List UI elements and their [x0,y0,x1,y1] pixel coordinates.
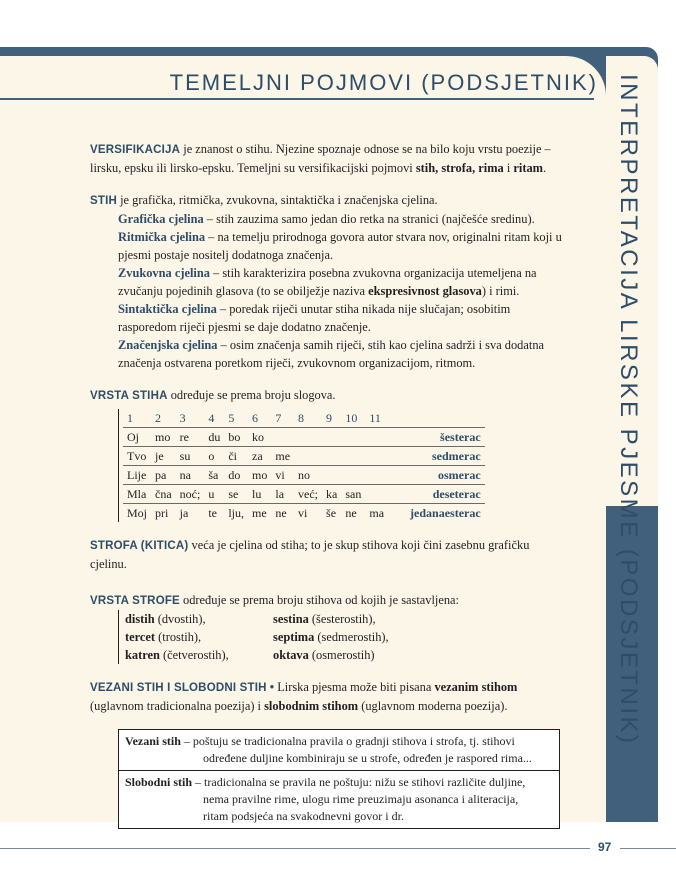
syllable: o [204,447,224,466]
page-title: TEMELJNI POJMOVI (PODSJETNIK) [169,70,598,95]
vezani-paragraph: VEZANI STIH I SLOBODNI STIH • Lirska pjesma može biti pisana vezanim stihom (uglavnom tradicionalna poezija) i slobodnim stihom (uglavnom moderna poezija). [90,680,518,713]
syllable [341,428,365,447]
syllable: vi [271,466,294,485]
stih-item: Sintaktička cjelina – poredak riječi unutar stiha nikada nije slučajan; osobitim rasporedom riječi pjesmi se daje dodatno značenje. [118,302,511,334]
stih-item: Grafička cjelina – stih zauzima samo jedan dio retka na stranici (najčešće sredinu). [118,212,535,226]
syllable: Oj [123,428,151,447]
slobodni-cell: Slobodni stih – tradicionalna se pravila ne poštuju: nižu se stihovi različite duljine, nema pravilne rime, ulogu rime preuzimaju asonanca i aliteracija, ritam podsjeća na svakodnevni govor i dr. [119,770,559,828]
syllable [294,447,322,466]
verse-type-name: jedanaesterac [396,504,485,523]
syllable: še [322,504,341,523]
syllable-table [118,409,565,522]
syllable: pa [151,466,176,485]
stih-term: STIH [90,195,117,207]
syllable: ne [271,504,294,523]
syllable: se [224,485,248,504]
syllable [388,428,396,447]
strofa-types-list [118,610,565,664]
versifikacija-term: VERSIFIKACIJA [90,144,181,156]
page-number: 97 [598,840,612,854]
strofa-term: STROFA (KITICA) [90,540,189,552]
syllable: su [176,447,205,466]
syllable: lju, [224,504,248,523]
vrsta-stiha-intro: VRSTA STIHA određuje se prema broju slogova. [90,388,336,402]
comparison-box [118,729,560,829]
syllable: san [341,485,365,504]
syllable: Tvo [123,447,151,466]
strofa-paragraph: STROFA (KITICA) veća je cjelina od stiha; to je skup stihova koji čini zasebnu grafičku cjelinu. [90,538,530,571]
syllable [388,466,396,485]
stih-item: Zvukovna cjelina – stih karakterizira posebna zvukovna organizacija utemeljena na zvučanju pojedinih glasova (to se obilježje naziva ekspresivnost glasova) i rimi. [118,266,537,298]
stih-item: Ritmička cjelina – na temelju prirodnoga govora autor stvara nov, originalni ritam koji u pjesmi postaje nositelj dodatnoga značenja. [118,230,562,262]
syllable: vi [294,504,322,523]
syllable [341,447,365,466]
vrsta-strofe-intro: VRSTA STROFE određuje se prema broju stihova od kojih je sastavljena: [90,593,459,607]
syllable: ko [248,428,271,447]
verse-row [123,504,485,523]
vrsta-strofe-section [90,591,565,664]
syllable-number: 5 [228,411,235,425]
syllable-number: 10 [345,411,358,425]
syllable: pri [151,504,176,523]
syllable-number: 6 [252,411,259,425]
syllable: Mla [123,485,151,504]
syllable-number: 4 [208,411,215,425]
syllable: bo [224,428,248,447]
syllable-number: 3 [179,411,186,425]
syllable: ka [322,485,341,504]
syllable: za [248,447,271,466]
syllable [365,485,388,504]
strofa-type: katren (četverostih), [125,648,229,662]
syllable: mo [151,428,176,447]
verse-row [123,447,485,466]
syllable [322,466,341,485]
stih-item: Značenjska cjelina – osim značenja samih riječi, stih kao cjelina sadrži i sva dodatna značenja ostvarena poretkom riječi, zvukovnom organizacijom, ritmom. [118,338,545,370]
syllable: Moj [123,504,151,523]
verse-type-name: deseterac [396,485,485,504]
syllable-number: 11 [369,411,381,425]
vrsta-stiha-term: VRSTA STIHA [90,390,168,402]
syllable [294,428,322,447]
syllable [365,447,388,466]
syllable: u [204,485,224,504]
verse-row [123,466,485,485]
syllable: ja [176,504,205,523]
vrsta-strofe-term: VRSTA STROFE [90,595,180,607]
syllable: me [248,504,271,523]
bullet-icon: • [266,680,278,694]
syllable: Lije [123,466,151,485]
syllable-number: 1 [127,411,133,425]
syllable: no [294,466,322,485]
syllable [388,485,396,504]
syllable [271,428,294,447]
main-content [90,140,565,829]
syllable: či [224,447,248,466]
syllable: re [176,428,205,447]
syllable: la [271,485,294,504]
verse-type-name: osmerac [396,466,485,485]
syllable: du [204,428,224,447]
syllable: me [271,447,294,466]
syllable [322,428,341,447]
stih-section [90,191,565,372]
syllable: te [204,504,224,523]
syllable: čna [151,485,176,504]
syllable [365,466,388,485]
side-title: INTERPRETACIJA LIRSKE PJESME (PODSJETNIK) [615,74,642,746]
syllable [341,466,365,485]
syllable [365,428,388,447]
vezani-cell: Vezani stih – poštuju se tradicionalna pravila o gradnji stihova i strofa, tj. stihovi određene duljine kombiniraju se u strofe, određen je raspored rima... [125,734,532,765]
syllable: lu [248,485,271,504]
syllable-number: 2 [155,411,162,425]
syllable: ma [365,504,388,523]
verse-type-name: sedmerac [396,447,485,466]
syllable: već; [294,485,322,504]
syllable-number-row [123,409,485,428]
verse-type-name: šesterac [396,428,485,447]
vezani-term: VEZANI STIH I SLOBODNI STIH [90,682,267,694]
syllable: noć; [176,485,205,504]
strofa-type: tercet (trostih), [125,630,202,644]
syllable-number: 7 [275,411,282,425]
syllable: ne [341,504,365,523]
syllable: do [224,466,248,485]
vrsta-stiha-section [90,386,565,522]
verse-row [123,428,485,447]
title-divider [0,98,594,100]
syllable: ša [204,466,224,485]
strofa-type: distih (dvostih), [125,612,206,626]
syllable-number: 9 [326,411,333,425]
strofa-type: sestina (šesterostih), [273,612,376,626]
syllable-number: 8 [298,411,305,425]
stih-intro: STIH je grafička, ritmička, zvukovna, sintaktička i značenjska cjelina. [90,193,438,207]
verse-row [123,485,485,504]
syllable: na [176,466,205,485]
syllable: je [151,447,176,466]
syllable: mo [248,466,271,485]
syllable [388,447,396,466]
syllable [322,447,341,466]
footer-rule [620,848,676,849]
strofa-type: oktava (osmerostih) [273,648,375,662]
syllable-number [388,409,396,428]
footer-rule [0,848,590,849]
syllable [388,504,396,523]
strofa-type: septima (sedmerostih), [273,630,389,644]
versifikacija-paragraph: VERSIFIKACIJA je znanost o stihu. Njezine spoznaje odnose se na bilo koju vrstu poezije – lirsku, epsku ili lirsko-epsku. Temeljni su versifikacijski pojmovi stih, strofa, rima i ritam. [90,142,551,175]
